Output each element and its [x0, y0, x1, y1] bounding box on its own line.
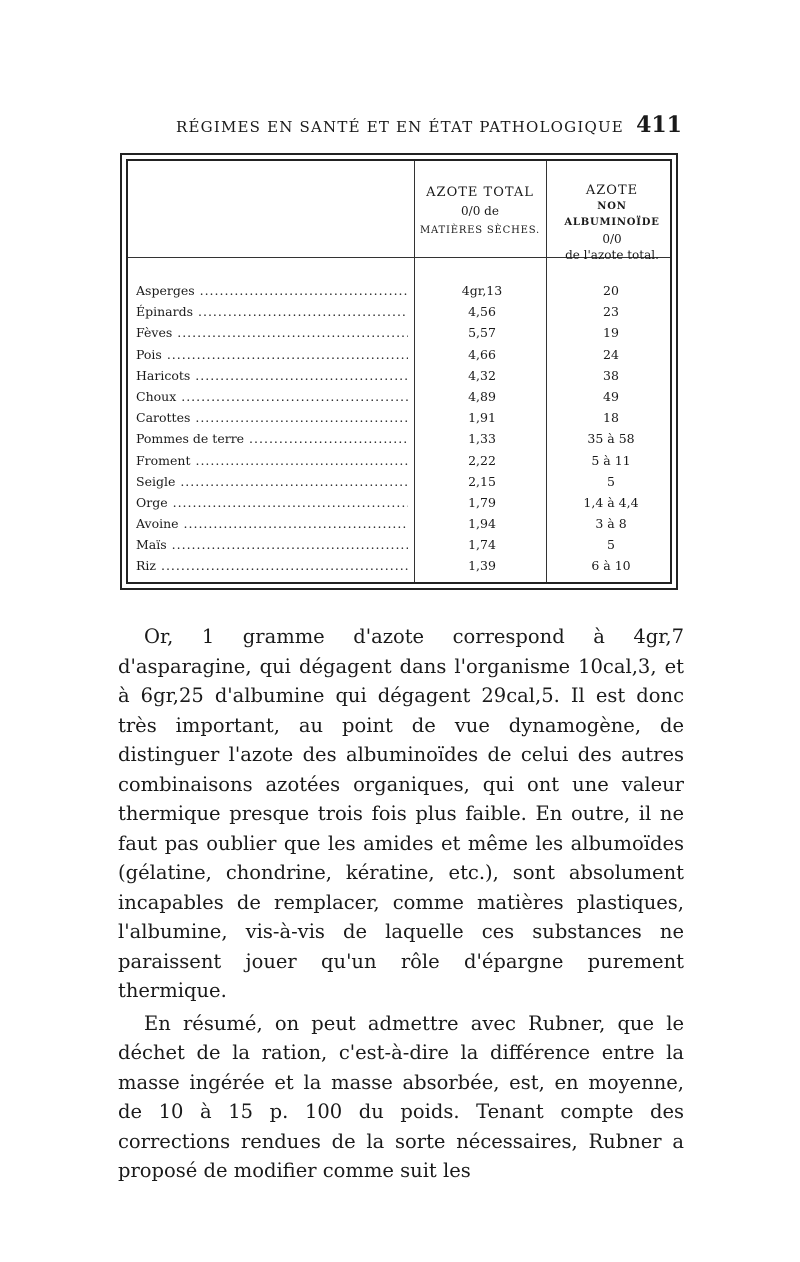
col-header-total-nitrogen: AZOTE TOTAL 0/0 de MATIÈRES SÈCHES. — [420, 185, 540, 236]
table-row — [128, 366, 670, 387]
running-head: RÉGIMES EN SANTÉ ET EN ÉTAT PATHOLOGIQUE — [176, 118, 624, 136]
food-name: Épinards ..... — [136, 304, 408, 319]
non-albuminoid-value: 5 — [607, 473, 615, 489]
food-name: Haricots ..... — [136, 368, 408, 383]
table-row — [128, 281, 670, 302]
total-nitrogen-value: 2,22 — [468, 452, 496, 468]
body-text — [118, 622, 684, 1186]
non-albuminoid-value: 35 à 58 — [587, 431, 635, 447]
table-row — [128, 493, 670, 514]
col-header-non-albuminoid: AZOTE NON ALBUMINOÏDE 0/0 de l'azote total. — [564, 183, 660, 262]
food-name: Pommes de terre ..... — [136, 431, 408, 446]
table-inner-border — [126, 159, 672, 584]
non-albuminoid-value: 1,4 à 4,4 — [583, 494, 639, 510]
food-name: Asperges ..... — [136, 283, 408, 298]
total-nitrogen-value: 4gr,13 — [461, 283, 503, 298]
total-nitrogen-value: 1,33 — [468, 431, 496, 447]
food-name: Carottes ..... — [136, 410, 408, 425]
paragraph-1: Or, 1 gramme d'azote correspond à 4gr,7 d'asparagine, qui dégagent dans l'organisme 10cal,3, et à 6gr,25 d'albumine qui dégagent 29cal,5. Il est donc très important, au point de vue dynamogène, de distinguer l'azote des albuminoïdes de celui des autres combinaisons azotées organiques, qui ont une valeur thermique presque trois fois plus faible. En outre, il ne faut pas oublier que les amides et même les albumoïdes (gélatine, chondrine, kératine, etc.), sont absolument incapables de remplacer, comme matières plastiques, l'albumine, vis-à-vis de laquelle ces substances ne paraissent jouer qu'un rôle d'épargne purement thermique. — [118, 625, 684, 1002]
food-name: Riz ..... — [136, 558, 408, 573]
food-name: Fèves ..... — [136, 325, 408, 340]
total-nitrogen-value: 4,89 — [468, 388, 496, 404]
table-row — [128, 514, 670, 535]
total-nitrogen-value: 1,91 — [468, 410, 496, 426]
food-name: Orge ..... — [136, 495, 408, 510]
table-row — [128, 535, 670, 556]
non-albuminoid-value: 19 — [603, 325, 619, 341]
non-albuminoid-value: 6 à 10 — [591, 558, 631, 574]
non-albuminoid-value: 5 — [607, 537, 615, 553]
total-nitrogen-value: 1,39 — [468, 558, 496, 574]
table-row — [128, 302, 670, 323]
total-nitrogen-value: 4,32 — [468, 367, 496, 383]
page-header — [120, 112, 682, 142]
table-row — [128, 408, 670, 429]
table-row — [128, 323, 670, 344]
nitrogen-table — [120, 153, 678, 590]
table-row — [128, 387, 670, 408]
non-albuminoid-value: 18 — [603, 410, 619, 426]
total-nitrogen-value: 1,74 — [468, 537, 496, 553]
total-nitrogen-value: 1,94 — [468, 516, 496, 532]
total-nitrogen-value: 2,15 — [468, 473, 496, 489]
table-row — [128, 429, 670, 450]
non-albuminoid-value: 23 — [603, 304, 619, 320]
paragraph-2: En résumé, on peut admettre avec Rubner, que le déchet de la ration, c'est-à-dire la différence entre la masse ingérée et la masse absorbée, est, en moyenne, de 10 à 15 p. 100 du poids. Tenant compte des corrections rendues de la sorte nécessaires, Rubner a proposé de modifier comme suit les — [118, 1011, 684, 1182]
food-name: Avoine ..... — [136, 516, 408, 531]
non-albuminoid-value: 24 — [603, 346, 619, 362]
table-body — [128, 281, 670, 578]
food-name: Pois ..... — [136, 347, 408, 362]
food-name: Maïs ..... — [136, 537, 408, 552]
total-nitrogen-value: 1,79 — [468, 494, 496, 510]
food-name: Choux ..... — [136, 389, 408, 404]
table-row — [128, 451, 670, 472]
total-nitrogen-value: 4,56 — [468, 304, 496, 320]
food-name: Seigle ..... — [136, 474, 408, 489]
total-nitrogen-value: 4,66 — [468, 346, 496, 362]
non-albuminoid-value: 5 à 11 — [591, 452, 631, 468]
table-row — [128, 556, 670, 577]
non-albuminoid-value: 20 — [603, 283, 619, 298]
non-albuminoid-value: 38 — [603, 367, 619, 383]
food-name: Froment ..... — [136, 453, 408, 468]
table-row — [128, 472, 670, 493]
total-nitrogen-value: 5,57 — [468, 325, 496, 341]
table-row — [128, 345, 670, 366]
non-albuminoid-value: 49 — [603, 388, 619, 404]
page-number: 411 — [636, 112, 682, 138]
non-albuminoid-value: 3 à 8 — [595, 516, 627, 532]
